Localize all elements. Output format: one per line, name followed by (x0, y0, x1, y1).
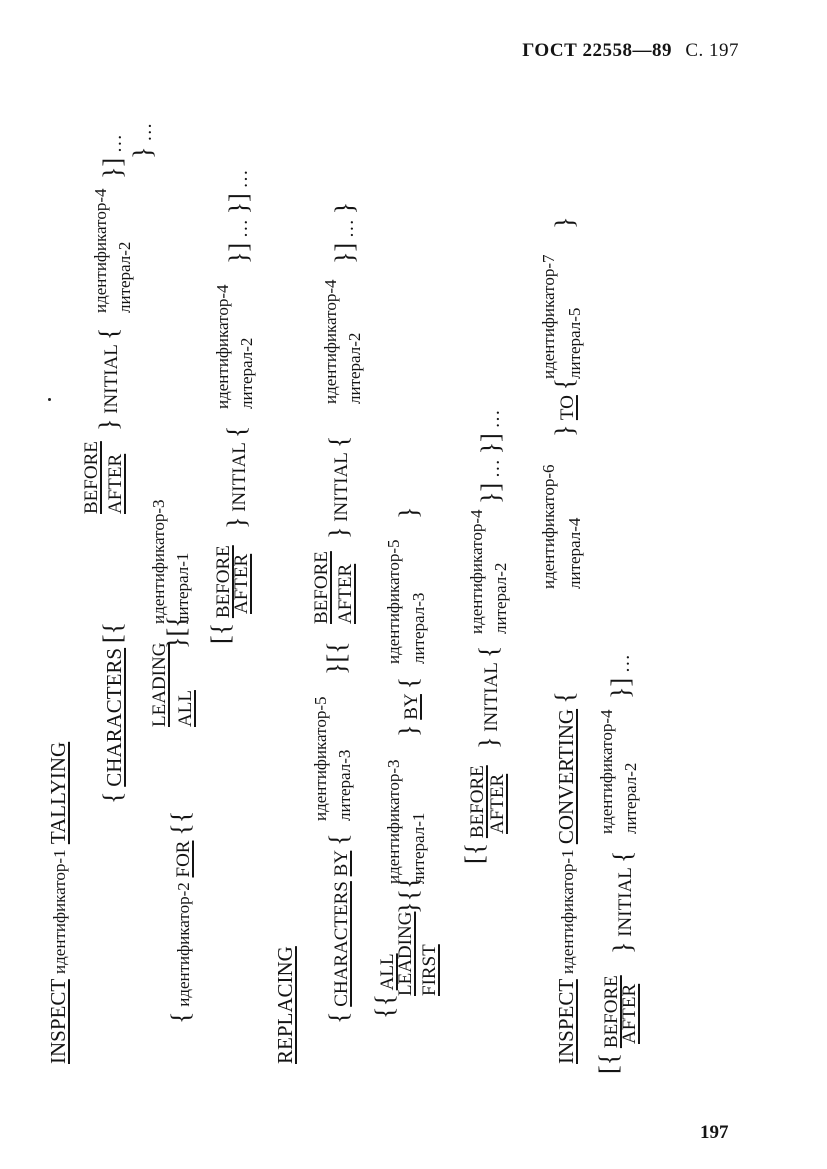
f1-initial-2: } INITIAL { (222, 425, 251, 529)
f1-leading-keyword: LEADING (149, 642, 170, 727)
f2-by-2: } BY { (394, 676, 423, 737)
f2-close-1: }] … } (330, 201, 359, 264)
f3-close: }] … (606, 654, 635, 699)
f1-identifier-3: идентификатор-3 (149, 499, 168, 624)
f3-before: [{ BEFORE (594, 975, 623, 1074)
f3-identifier-4: идентификатор-4 (597, 709, 616, 834)
f1-characters-row: { CHARACTERS [{ (98, 622, 127, 804)
f2-replacing-keyword: REPLACING (273, 946, 297, 1064)
f3-to-row: } TO { (550, 377, 579, 437)
f1-after-2: AFTER (231, 553, 252, 614)
f2-characters-row: { CHARACTERS BY { (324, 833, 353, 1024)
f1-before-2: [{ BEFORE (206, 545, 235, 644)
f2-before-2: [{ BEFORE (460, 765, 489, 864)
f2-brace-open: }[{ (322, 641, 351, 675)
f3-converting-keyword: CONVERTING (554, 708, 578, 845)
f1-literal-2-b: литерал-2 (237, 337, 256, 409)
f2-identifier-4-b: идентификатор-4 (467, 509, 486, 634)
f2-brace-3: } (394, 506, 423, 519)
f2-literal-2-a: литерал-2 (345, 332, 364, 404)
f1-characters-keyword: CHARACTERS (102, 647, 126, 787)
f3-identifier-7: идентификатор-7 (539, 254, 558, 379)
f3-after: AFTER (619, 983, 640, 1044)
f2-identifier-4-a: идентификатор-4 (321, 279, 340, 404)
f2-literal-1: литерал-1 (409, 812, 428, 884)
f1-for-row: { идентификатор-2 FOR {{ (166, 810, 195, 1024)
f3-literal-4: литерал-4 (565, 517, 584, 589)
f2-first-keyword: FIRST (419, 944, 440, 996)
f3-identifier-6: идентификатор-6 (539, 464, 558, 589)
f2-initial-1: } INITIAL { (324, 435, 353, 539)
f3-inspect-keyword: INSPECT (554, 979, 578, 1064)
f2-before-1: BEFORE (311, 551, 332, 624)
f2-close-2: }] … }] … (476, 409, 505, 504)
f1-identifier-4-a: идентификатор-4 (91, 188, 110, 313)
page-label: С. 197 (685, 40, 739, 61)
f1-for-keyword: FOR (173, 840, 194, 878)
f1-close-2: }] … }] … (224, 169, 253, 264)
f1-all-keyword: ALL (175, 690, 196, 727)
f3-initial: } INITIAL { (608, 850, 637, 954)
f2-identifier-5-a: идентификатор-5 (311, 696, 330, 821)
f1-outer-close: } … (128, 122, 157, 159)
f3-literal-5: литерал-5 (565, 307, 584, 379)
f1-line1 (48, 742, 69, 1064)
f2-literal-3-b: литерал-3 (409, 592, 428, 664)
f3-literal-2: литерал-2 (621, 762, 640, 834)
f2-identifier-3: идентификатор-3 (384, 759, 403, 884)
f1-close-1: }] … (98, 134, 127, 179)
f2-literal-2-b: литерал-2 (491, 562, 510, 634)
f2-after-1: AFTER (335, 563, 356, 624)
f2-by-keyword: BY (331, 850, 352, 877)
f1-after-1: AFTER (105, 453, 126, 514)
f2-brace-2: }{{ (394, 876, 423, 914)
f1-initial-1: } INITIAL { (94, 327, 123, 431)
f2-literal-3-a: литерал-3 (335, 749, 354, 821)
f1-identifier-4-b: идентификатор-4 (213, 284, 232, 409)
f1-identifier-1: идентификатор-1 (50, 849, 69, 974)
f2-leading-keyword: LEADING (395, 911, 416, 996)
f1-literal-2-a: литерал-2 (115, 241, 134, 313)
f3-line1: INSPECT идентификатор-1 CONVERTING { (550, 691, 579, 1064)
f1-before-1: BEFORE (81, 441, 102, 514)
f1-literal-1: литерал-1 (173, 552, 192, 624)
f2-after-2: AFTER (487, 773, 508, 834)
standard-code: ГОСТ 22558—89 (522, 40, 673, 61)
f3-identifier-1: идентификатор-1 (558, 849, 577, 974)
f1-tallying-keyword: TALLYING (46, 741, 70, 845)
f1-inspect-keyword: INSPECT (46, 979, 70, 1064)
f2-characters-keyword: CHARACTERS (331, 881, 352, 1007)
f2-initial-2: } INITIAL { (474, 645, 503, 749)
f2-all-keyword: {{ ALL (370, 953, 399, 1019)
f1-identifier-2: идентификатор-2 (174, 882, 193, 1007)
f2-identifier-5-b: идентификатор-5 (384, 539, 403, 664)
f3-brace-close: } (550, 216, 579, 229)
page-number: 197 (700, 1122, 729, 1143)
f1-brace-2: }[{ (162, 615, 191, 649)
